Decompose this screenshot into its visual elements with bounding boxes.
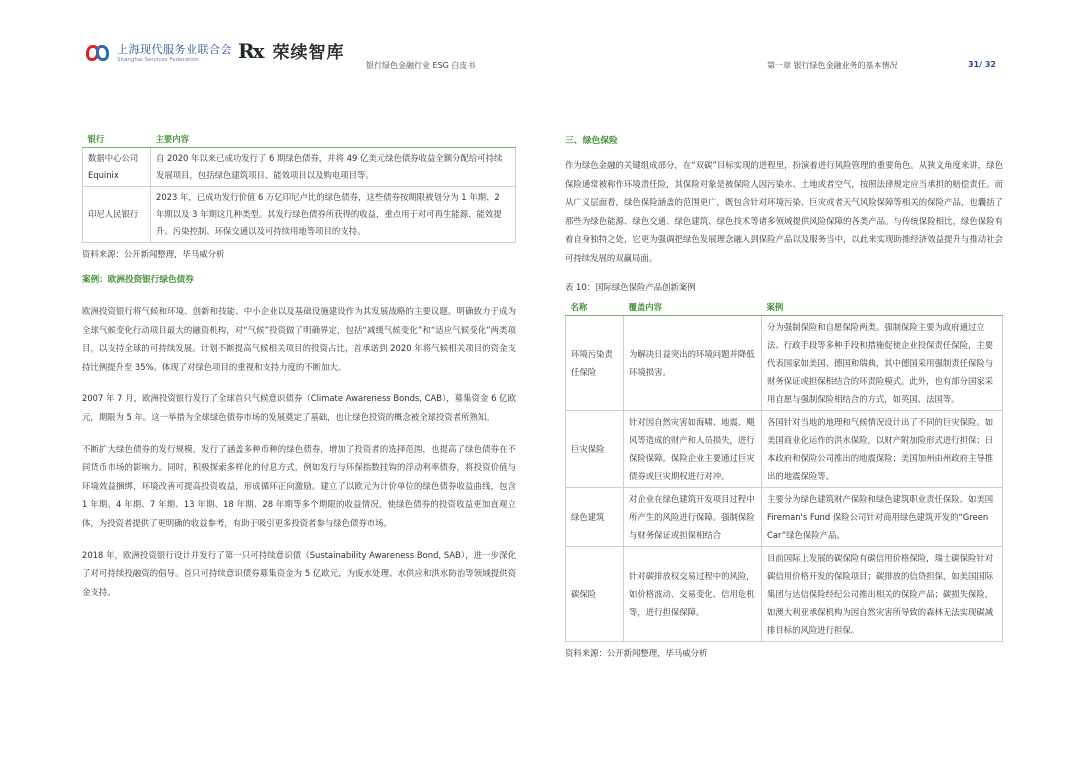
table-cell-name: 碳保险: [566, 546, 624, 641]
federation-name-cn: 上海现代服务业联合会: [117, 42, 232, 56]
case-title: 案例：欧洲投资银行绿色债券: [82, 275, 194, 285]
federation-name-en: Shanghai Services Federation: [117, 56, 199, 63]
table-header-case: 案例: [762, 300, 1003, 316]
table-row: [566, 315, 1003, 410]
section-title: 三、绿色保险: [565, 136, 618, 146]
table-cell-coverage: 针对碳排放权交易过程中的风险，如价格波动、交易变化、信用危机等，进行担保保障。: [624, 546, 762, 641]
rongxu-name: 荣续智库: [272, 43, 345, 63]
rongxu-logo: [238, 38, 345, 63]
table-cell-content: 自 2020 年以来已成功发行了 6 期绿色债券，并将 49 亿美元绿色债券收益全额分配给可持续发展项目，包括绿色建筑项目、能效项目以及购电项目等。: [151, 148, 516, 187]
federation-logo-icon: [86, 42, 112, 64]
table-row: [83, 187, 516, 243]
table-cell-bank: 印尼人民银行: [83, 187, 151, 243]
table-cell-name: 环境污染责任保险: [566, 315, 624, 410]
table-header-name: 名称: [566, 300, 624, 316]
table-cell-case: 分为强制保险和自愿保险两类。强制保险主要为政府通过立法、行政手段等多种手段和措施促使企业投保责任保险，主要代表国家如美国、德国和瑞典，其中德国采用强制责任保险与财务保证或担保相结合的环责险模式。此外，也有部分国家采用自愿与强制保险相结合的方式，如英国、法国等。: [762, 315, 1003, 410]
table-cell-case: 主要分为绿色建筑财产保险和绿色建筑职业责任保险。如美国 Fireman's Fund 保险公司针对商用绿色建筑开发的“Green Car”绿色保险产品。: [762, 487, 1003, 546]
green-insurance-table: [565, 300, 1003, 642]
table-header-coverage: 覆盖内容: [624, 300, 762, 316]
table-header-bank: 银行: [83, 132, 151, 148]
table-cell-coverage: 为解决日益突出的环境问题并降低环境损害。: [624, 315, 762, 410]
intro-paragraph: 作为绿色金融的关键组成部分，在“双碳”目标实现的进程里，扮演着进行风险管理的重要角色。从狭义角度来讲，绿色保险通常被称作环境责任险，其保险对象是被保险人因污染水、土地或者空气，按照法律规定应当承担的赔偿责任。而从广义层面看，绿色保险涵盖的范围更广，既包含针对环境污染、巨灾或者天气风险保障等相关的保险产品，也囊括了那些为绿色能源、绿色交通、绿色建筑、绿色技术等诸多领域提供风险保障的各类产品。与传统保险相比，绿色保险有着自身独特之处，它更为强调把绿色发展理念融入到保险产品以及服务当中，以此来实现助推经济效益提升与推动社会可持续发展的双赢局面。: [565, 160, 1003, 263]
table-header-content: 主要内容: [151, 132, 516, 148]
paragraph: 2018 年，欧洲投资银行设计并发行了第一只可持续意识债（Sustainability Awareness Bond, SAB），进一步深化了对可持续投融资的倡导。首只可持续意识债券募集资金为 5 亿欧元，为废水处理、水供应和洪水防治等领域提供资金支持。: [82, 549, 516, 597]
table-row: [83, 148, 516, 187]
table-row: [566, 410, 1003, 487]
table-source: 资料来源：公开新闻整理，毕马威分析: [82, 249, 225, 259]
rongxu-logo-icon: Rx: [238, 38, 263, 63]
bank-bond-table: [82, 132, 516, 243]
right-column: [565, 132, 1003, 662]
table-cell-name: 巨灾保险: [566, 410, 624, 487]
table-row: [566, 546, 1003, 641]
document-title: 银行绿色金融行业 ESG 白皮书: [366, 61, 476, 70]
table-source: 资料来源：公开新闻整理，毕马威分析: [565, 647, 708, 658]
table-cell-name: 绿色建筑: [566, 487, 624, 546]
page-number: 31/ 32: [968, 60, 996, 69]
table-cell-case: 目前国际上发展的碳保险有碳信用价格保险，瑞士碳保险针对碳信用价格开发的保险项目；碳排放的信贷担保，如美国国际集团与达信保险经纪公司推出相关的保险产品；碳损失保险，如澳大利亚承保机构为因自然灾害所导致的森林无法实现碳减排目标的风险进行担保。: [762, 546, 1003, 641]
table-cell-bank: 数据中心公司 Equinix: [83, 148, 151, 187]
table-caption: 表 10：国际绿色保险产品创新案例: [565, 281, 696, 292]
table-cell-coverage: 对企业在绿色建筑开发项目过程中所产生的风险进行保障。强制保险与财务保证或担保相结合: [624, 487, 762, 546]
left-column: [82, 132, 516, 601]
paragraph: 不断扩大绿色债券的发行规模，发行了涵盖多种币种的绿色债券，增加了投资者的选择范围，也提高了绿色债券在不同货币市场的影响力。同时，积极探索多样化的付息方式，例如发行与环保指数挂钩的浮动利率债券，将投资价值与环境效益捆绑，环境改善可提高投资收益，形成循环正向激励。建立了以欧元为计价单位的绿色债券收益曲线，包含 1 年期、4 年期、7 年期、13 年期、18 年期、28 年期等多个期限的收益情况，使绿色债券的投资收益更加直观立体，为投资者提供了更明确的收益参考，有助于吸引更多投资者参与绿色债券市场。: [82, 443, 516, 528]
paragraph: 欧洲投资银行将气候和环境、创新和技能、中小企业以及基础设施建设作为其发展战略的主要议题。明确致力于成为全球气候变化行动项目最大的融资机构，对“气候”投资做了明确界定，包括“减缓气候变化”和“适应气候变化”两类项目，以支持全球的可持续发展。计划不断提高气候相关项目的投资占比，首承诺到 2020 年将气候相关项目的资金支持比例提升至 35%。体现了对绿色项目的重视和支持力度的不断加大。: [82, 306, 516, 372]
federation-logo: [86, 42, 232, 64]
table-cell-content: 2023 年，已成功发行价值 6 万亿印尼卢比的绿色债券，这些债券按期限被划分为 1 年期、2 年期以及 3 年期这几种类型。其发行绿色债券所获得的收益，重点用于对可再生能源、能效提升、污染控制、环保交通以及可持续用地等项目的支持。: [151, 187, 516, 243]
table-cell-case: 各国针对当地的地理和气候情况设计出了不同的巨灾保险。如美国商业化运作的洪水保险，以财产附加险形式进行担保；日本政府和保险公司推出的地震保险；美国加州由州政府主导推出的地震保险等。: [762, 410, 1003, 487]
paragraph: 2007 年 7 月，欧洲投资银行发行了全球首只气候意识债券（Climate Awareness Bonds, CAB），募集资金 6 亿欧元，期限为 5 年。这一举措为全球绿色债券市场的发展奠定了基础，也让绿色投资的概念被全球投资者所熟知。: [82, 393, 516, 422]
table-row: [566, 487, 1003, 546]
page-header: [0, 0, 1080, 80]
chapter-title: 第一章 银行绿色金融业务的基本情况: [767, 61, 898, 70]
table-cell-coverage: 针对因自然灾害如海啸、地震、飓风等造成的财产和人员损失，进行保险保障。保险企业主要通过巨灾债券或巨灾期权进行对冲。: [624, 410, 762, 487]
